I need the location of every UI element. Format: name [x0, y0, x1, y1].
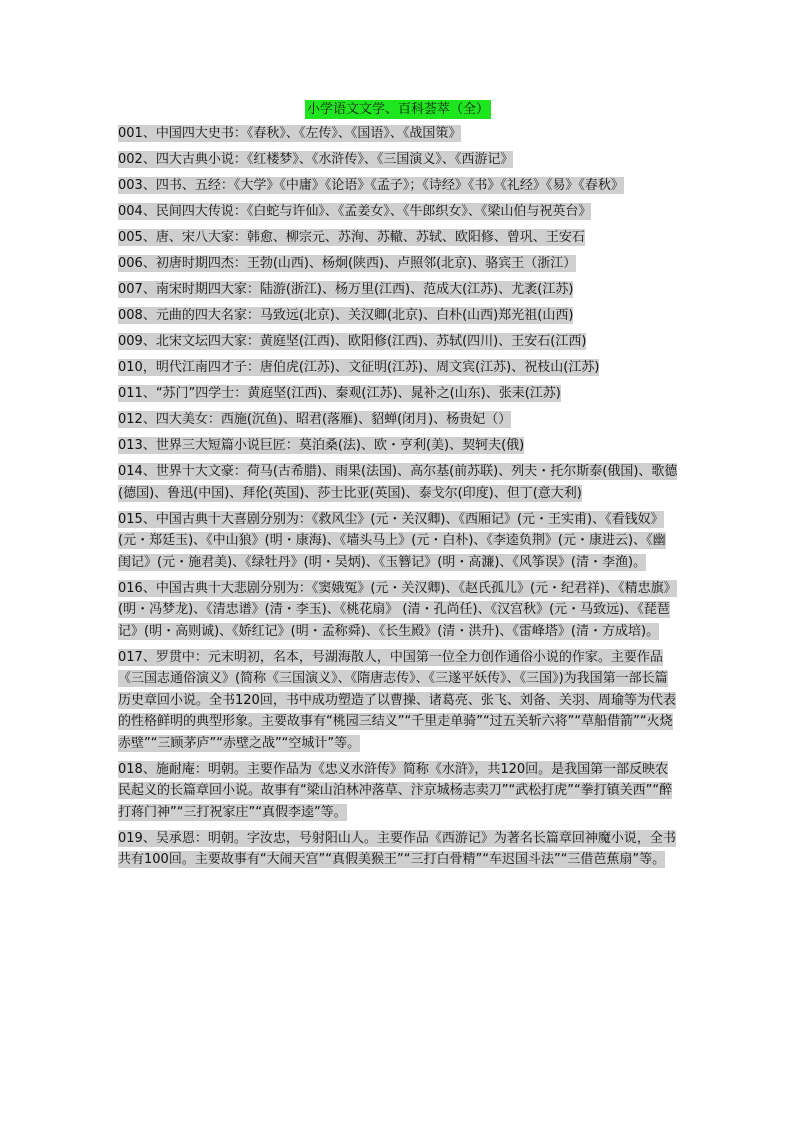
entry-011 — [118, 383, 678, 405]
entry-text: 013、世界三大短篇小说巨匠：莫泊桑(法)、欧・亨利(美)、契轲夫(俄) — [118, 438, 525, 453]
entry-text: 004、民间四大传说：《白蛇与许仙》、《孟姜女》、《牛郎织女》、《梁山伯与祝英台》 — [118, 204, 592, 219]
entry-010 — [118, 357, 678, 379]
entry-text: 008、元曲的四大名家：马致远(北京)、关汉卿(北京)、白朴(山西)郑光祖(山西) — [118, 308, 574, 323]
entry-text: 002、四大古典小说：《红楼梦》、《水浒传》、《三国演义》、《西游记》 — [118, 152, 514, 167]
entry-text: 003、四书、五经：《大学》《中庸》《论语》《孟子》；《诗经》《书》《礼经》《易》《春秋》 — [118, 178, 624, 193]
entry-001 — [118, 123, 678, 145]
entry-text: 015、中国古典十大喜剧分别为：《救风尘》(元・关汉卿)、《西厢记》(元・王实甫)、《看钱奴》(元・郑廷玉)、《中山狼》(明・康海)、《墙头马上》(元・白朴)、《李逵负荆》(元・康进云)、《幽闺记》(元・施君美)、《绿牡丹》(明・吴炳)、《玉簪记》(明・高濂)、《风筝误》(清・李渔)。 — [118, 511, 666, 570]
entry-text: 014、世界十大文豪：荷马(古希腊)、雨果(法国)、高尔基(前苏联)、列夫・托尔斯泰(俄国)、歌德(德国)、鲁迅(中国)、拜伦(英国)、莎士比亚(英国)、泰戈尔(印度)、但丁(意大利) — [118, 464, 678, 501]
document-page — [118, 98, 678, 875]
entry-text: 009、北宋文坛四大家：黄庭坚(江西)、欧阳修(江西)、苏轼(四川)、王安石(江西) — [118, 334, 587, 349]
entry-004 — [118, 201, 678, 223]
entry-006 — [118, 253, 678, 275]
entry-013 — [118, 435, 678, 457]
entry-text: 011、“苏门”四学士：黄庭坚(江西)、秦观(江苏)、晁补之(山东)、张耒(江苏) — [118, 386, 561, 401]
entry-015 — [118, 509, 678, 574]
entry-text: 018、施耐庵：明朝。主要作品为《忠义水浒传》简称《水浒》，共120回。是我国第一部反映农民起义的长篇章回小说。故事有“梁山泊林冲落草、汴京城杨志卖刀”“武松打虎”“拳打镇关西”“醉打蒋门神”“三打祝家庄”“真假李逵”等。 — [118, 761, 673, 820]
entry-018 — [118, 759, 678, 824]
entry-text: 007、南宋时期四大家：陆游(浙江)、杨万里(江西)、范成大(江苏)、尤袤(江苏) — [118, 282, 574, 297]
entry-text: 001、中国四大史书：《春秋》、《左传》、《国语》、《战国策》 — [118, 126, 462, 141]
entry-014 — [118, 461, 678, 504]
entry-007 — [118, 279, 678, 301]
entry-text: 006、初唐时期四杰：王勃(山西)、杨炯(陕西)、卢照邻(北京)、骆宾王（浙江） — [118, 256, 577, 271]
entry-text: 017、罗贯中：元末明初，名本，号湖海散人，中国第一位全力创作通俗小说的作家。主要作品《三国志通俗演义》(简称《三国演义》、《隋唐志传》、《三遂平妖传》、《三国》)为我国第一部长篇历史章回小说。全书120回，书中成功塑造了以曹操、诸葛亮、张飞、刘备、关羽、周瑜等为代表的性格鲜明的典型形象。主要故事有“桃园三结义”“千里走单骑”“过五关斩六将”“草船借箭”“火烧赤壁”“三顾茅庐”“赤壁之战”“空城计”等。 — [118, 649, 676, 751]
entry-012 — [118, 409, 678, 431]
entry-002 — [118, 149, 678, 171]
entry-text: 019、吴承恩：明朝。字汝忠，号射阳山人。主要作品《西游记》为著名长篇章回神魔小说，全书共有100回。主要故事有“大闹天宫”“真假美猴王”“三打白骨精”“车迟国斗法”“三借芭蕉扇”等。 — [118, 830, 676, 867]
document-title: 小学语文文学、百科荟萃（全） — [306, 102, 489, 117]
entry-009 — [118, 331, 678, 353]
entry-017 — [118, 647, 678, 755]
entry-text: 005、唐、宋八大家：韩愈、柳宗元、苏洵、苏轍、苏轼、欧阳修、曾巩、王安石 — [118, 230, 585, 245]
title-row — [118, 98, 678, 120]
entry-text: 010，明代江南四才子：唐伯虎(江苏)、文征明(江苏)、周文宾(江苏)、祝枝山(江苏) — [118, 360, 600, 375]
entry-016 — [118, 578, 678, 643]
entry-text: 016、中国古典十大悲剧分别为：《窦娥冤》(元・关汉卿)、《赵氏孤儿》(元・纪君祥)、《精忠旗》(明・冯梦龙)、《清忠谱》(清・李玉)、《桃花扇》 (清・孔尚任)、《汉宫秋》(元・马致远)、《琵琶记》(明・高则诚)、《娇红记》(明・孟称舜)、《长生殿》(清・洪升)、《雷峰塔》(清・方成培)。 — [118, 580, 677, 639]
entry-003 — [118, 175, 678, 197]
entry-005 — [118, 227, 678, 249]
entry-008 — [118, 305, 678, 327]
entry-text: 012、四大美女：西施(沉鱼)、昭君(落雁)、貂蝉(闭月)、杨贵妃（） — [118, 412, 512, 427]
entry-019 — [118, 828, 678, 871]
